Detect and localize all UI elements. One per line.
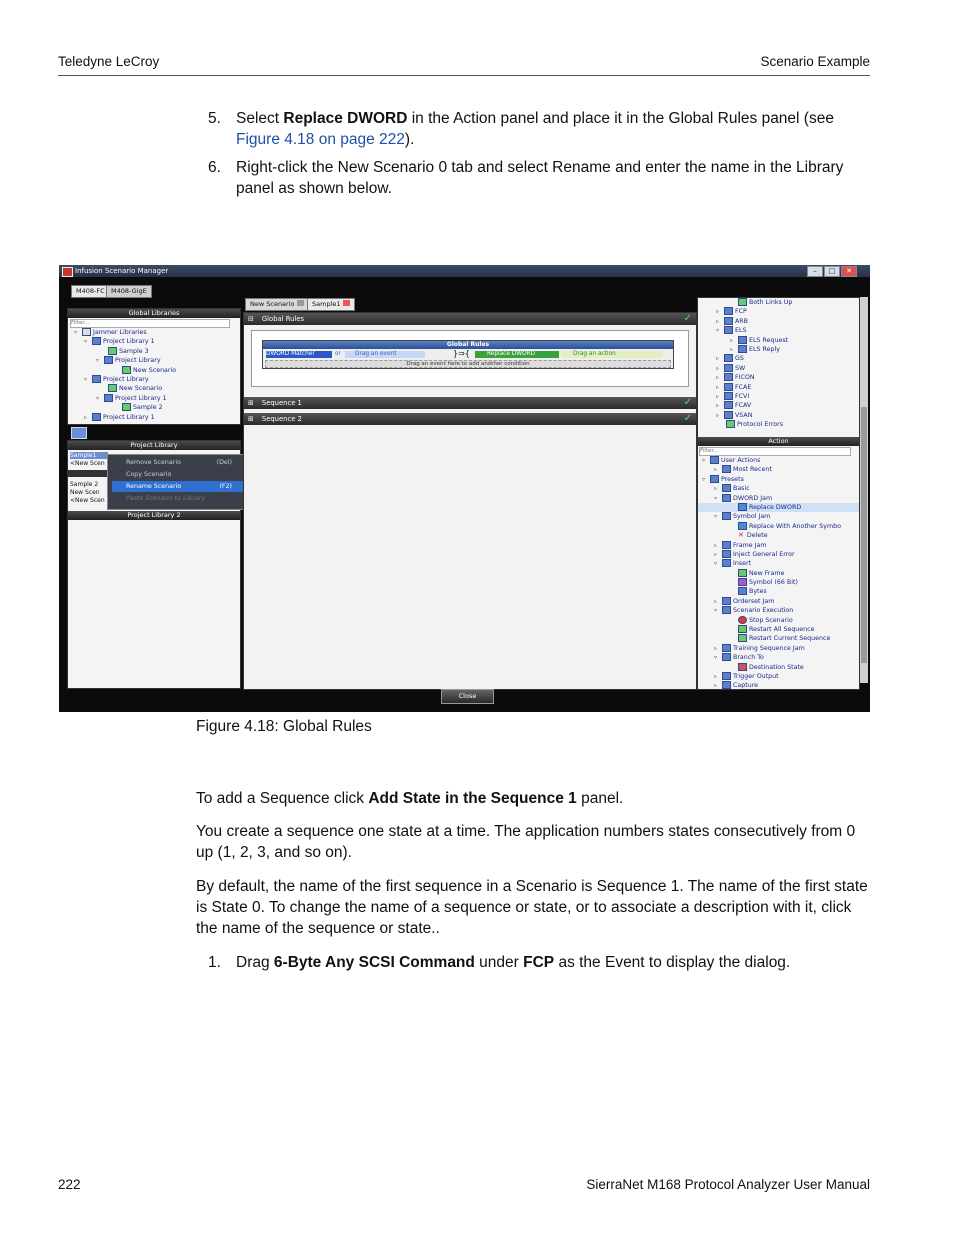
event-icon — [738, 298, 747, 306]
tree-label: Jammer Libraries — [93, 329, 147, 336]
menu-label: Paste Scenario to Library — [126, 495, 205, 502]
tab-new-scenario[interactable] — [245, 298, 309, 311]
delete-icon: ✕ — [738, 531, 744, 540]
folder-icon — [724, 392, 733, 400]
tree-item[interactable] — [698, 663, 859, 672]
rule-row-frame — [262, 340, 674, 369]
running-header-left: Teledyne LeCroy — [58, 54, 160, 69]
check-icon: ✓ — [683, 313, 692, 324]
folder-icon — [724, 326, 733, 334]
footer-title: SierraNet M168 Protocol Analyzer User Manual — [586, 1177, 870, 1192]
tab-label: New Scenario — [250, 300, 295, 308]
folder-icon — [724, 373, 733, 381]
menu-item-copy-scenario[interactable] — [112, 469, 248, 480]
tree-label: FCVI — [735, 392, 750, 400]
window-titlebar — [59, 265, 870, 277]
tree-item[interactable]: ▹ Capture — [714, 682, 759, 690]
tab-sample1[interactable] — [307, 298, 355, 311]
project-item[interactable]: New Scen — [70, 489, 100, 496]
library-toolbar-icon[interactable] — [71, 427, 87, 439]
event-icon — [726, 420, 735, 428]
tree-item[interactable]: ▿ Project Library 1 — [96, 394, 167, 402]
tree-item[interactable] — [698, 625, 859, 634]
para-text: panel. — [576, 790, 624, 807]
tree-item[interactable]: ▹ Training Sequence Jam — [714, 644, 805, 652]
running-header-right: Scenario Example — [760, 54, 870, 69]
drag-event-slot[interactable]: Drag an event — [345, 351, 425, 358]
folder-icon — [722, 512, 731, 520]
step-number: 1. — [208, 954, 221, 971]
folder-icon — [722, 606, 731, 614]
right-panel — [697, 297, 860, 690]
tree-label: ELS Reply — [749, 345, 780, 353]
folder-icon — [724, 411, 733, 419]
scenario-icon — [108, 347, 117, 355]
folder-icon — [710, 456, 719, 464]
tree-item[interactable]: ▹ FICON — [716, 374, 755, 382]
tab-label: Sample1 — [312, 300, 341, 308]
folder-icon — [722, 484, 731, 492]
step-bold: 6-Byte Any SCSI Command — [273, 954, 475, 971]
tree-item[interactable]: ▹ Orderset Jam — [714, 597, 775, 605]
project-item[interactable]: <New Scen — [70, 497, 105, 504]
tree-item[interactable] — [68, 384, 240, 393]
tree-label: Symbol Jam — [733, 513, 771, 521]
action-panel-header: Action — [698, 437, 859, 446]
close-window-icon[interactable]: ✕ — [841, 266, 857, 277]
tree-item[interactable]: ▹ Project Library 1 — [84, 413, 155, 421]
folder-icon — [722, 653, 731, 661]
tree-item[interactable]: ▹ ELS Reply — [730, 345, 780, 353]
folder-icon — [722, 559, 731, 567]
folder-icon — [710, 475, 719, 483]
sequence-2-bar[interactable] — [244, 413, 696, 425]
tree-item[interactable]: ▿ Project Library — [84, 375, 149, 383]
tree-item[interactable]: ▿ Jammer Libraries — [74, 329, 147, 336]
tree-item[interactable]: ▿ ELS — [716, 327, 747, 335]
folder-icon — [722, 644, 731, 652]
folder-icon — [724, 354, 733, 362]
tree-label: Scenario Execution — [733, 607, 794, 615]
tree-item[interactable]: ▹ Basic — [714, 485, 750, 493]
figure-caption: Figure 4.18: Global Rules — [196, 718, 372, 735]
global-rules-bar-label: Global Rules — [261, 315, 305, 323]
check-icon: ✓ — [683, 413, 692, 424]
expand-icon[interactable]: ⊞ — [248, 415, 254, 423]
tree-item[interactable] — [698, 616, 859, 625]
folder-icon — [724, 401, 733, 409]
tab-m408-fc[interactable]: M408-FC — [71, 285, 110, 298]
folder-icon — [92, 375, 101, 383]
step-text — [236, 108, 870, 150]
figure-link[interactable]: Figure 4.18 on page 222 — [236, 131, 405, 148]
tree-label: FICON — [735, 374, 755, 382]
window-title: Infusion Scenario Manager — [75, 267, 169, 275]
tree-item[interactable]: ▿ Project Library — [96, 357, 161, 365]
tab-m408-gige[interactable]: M408-GigE — [106, 285, 152, 298]
tree-item[interactable] — [698, 531, 859, 540]
sequence-label: Sequence 1 — [261, 399, 302, 407]
tree-label: ELS Request — [749, 336, 789, 344]
project-item[interactable]: Sample 2 — [70, 481, 99, 488]
tree-item[interactable]: ▹ FCP — [716, 308, 747, 316]
folder-icon — [92, 337, 101, 345]
restart-icon — [738, 634, 747, 642]
check-icon: ✓ — [683, 397, 692, 408]
tree-label: Orderset Jam — [733, 597, 775, 605]
folder-icon — [722, 550, 731, 558]
folder-icon — [722, 681, 731, 689]
scrollbar-thumb[interactable] — [861, 407, 867, 663]
tree-label: Frame Jam — [733, 541, 767, 549]
tree-label: FCP — [735, 308, 747, 316]
screenshot-infusion-scenario-manager — [59, 265, 870, 712]
expand-icon[interactable]: ⊞ — [248, 399, 254, 407]
action-icon — [738, 578, 747, 586]
context-menu — [107, 454, 253, 510]
restart-icon — [738, 625, 747, 633]
tree-item[interactable]: ▿ DWORD Jam — [714, 494, 773, 502]
folder-icon — [738, 345, 747, 353]
tree-label: Replace With Another Symbo — [749, 522, 841, 530]
tree-label: SW — [735, 364, 746, 372]
tree-item[interactable] — [698, 634, 859, 643]
tree-label: Restart All Sequence — [749, 626, 815, 634]
step-text-part: under — [474, 954, 524, 971]
tree-item[interactable]: ▹ SW — [716, 364, 746, 372]
global-libraries-header: Global Libraries — [68, 309, 240, 318]
header-rule — [58, 75, 870, 76]
step-text — [236, 952, 870, 973]
global-rules-bar[interactable] — [244, 313, 696, 325]
menu-shortcut: (F2) — [219, 483, 232, 490]
tree-label: Branch To — [733, 654, 764, 662]
step-bold: FCP — [523, 954, 555, 971]
tree-item[interactable] — [698, 420, 859, 429]
global-libraries-filter[interactable]: Filter... — [70, 319, 230, 328]
para-bold: Add State in the Sequence 1 — [368, 790, 577, 807]
tree-label: Stop Scenario — [749, 616, 793, 624]
tree-item[interactable]: ▹ FCVI — [716, 392, 750, 400]
events-tree — [698, 298, 859, 429]
tree-label: VSAN — [735, 411, 753, 419]
tab-close-icon[interactable] — [343, 300, 350, 306]
menu-item-paste-scenario[interactable] — [112, 493, 248, 504]
tree-item[interactable]: ▿ Presets — [702, 475, 744, 483]
tree-label: Delete — [746, 532, 768, 540]
tree-label: Project Library 1 — [115, 394, 167, 402]
global-libraries-tree — [68, 328, 240, 422]
tree-item[interactable] — [698, 569, 859, 578]
tree-label: Project Library — [115, 357, 161, 365]
drag-action-slot[interactable]: Drag an action — [561, 351, 663, 358]
center-workspace — [243, 312, 697, 690]
tree-label: Project Library 1 — [103, 338, 155, 346]
folder-icon — [724, 383, 733, 391]
tree-item[interactable] — [698, 522, 859, 531]
tree-label: Bytes — [749, 588, 767, 596]
list-icon — [82, 328, 91, 336]
action-icon — [738, 522, 747, 530]
tree-label: DWORD Jam — [733, 494, 773, 502]
folder-icon — [92, 413, 101, 421]
tree-item[interactable]: ▹ FCAE — [716, 383, 752, 391]
tab-close-icon[interactable] — [297, 300, 304, 306]
tree-label: Restart Current Sequence — [749, 635, 831, 643]
para-text: To add a Sequence click — [196, 790, 369, 807]
project-item[interactable]: <New Scen — [70, 460, 105, 467]
tree-item[interactable] — [68, 347, 240, 356]
tree-item[interactable]: ▹ ELS Request — [730, 336, 789, 344]
paragraph-default-names: By default, the name of the first sequence in a Scenario is Sequence 1. The name of the first state is State 0. To change the name of a sequence or state, or to associate a description with it, click the name of the sequence or state.. — [196, 878, 868, 937]
action-filter[interactable]: Filter... — [699, 447, 851, 456]
action-icon — [738, 503, 747, 511]
tree-label: Trigger Output — [733, 672, 779, 680]
tree-item[interactable] — [68, 403, 240, 412]
tree-item[interactable]: ▹ Trigger Output — [714, 672, 779, 680]
step-number: 5. — [208, 110, 221, 127]
tree-label: New Scenario — [133, 366, 177, 374]
action-replace-dword[interactable]: Replace DWORD — [475, 351, 559, 358]
folder-icon — [724, 307, 733, 315]
tree-item[interactable]: ▿ Symbol Jam — [714, 513, 771, 521]
menu-item-remove-scenario[interactable] — [112, 457, 248, 468]
connector-arrow-icon: }⇒{ — [453, 349, 470, 358]
scenario-icon — [108, 384, 117, 392]
tree-label: Both Links Up — [749, 299, 793, 306]
tree-item[interactable]: ▹ Frame Jam — [714, 541, 767, 549]
step-text-part: Drag — [236, 954, 274, 971]
folder-icon — [722, 672, 731, 680]
tree-label: Inject General Error — [733, 550, 795, 558]
tree-label: Most Recent — [733, 466, 772, 474]
tree-label: Insert — [733, 560, 752, 568]
tree-item[interactable]: ▿ Insert — [714, 560, 752, 568]
step-text-part: in the Action panel and place it in the Global Rules panel (see — [407, 110, 834, 127]
tree-label: New Scenario — [119, 385, 163, 393]
folder-icon — [722, 465, 731, 473]
tree-item[interactable] — [698, 298, 859, 307]
paragraph-add-sequence — [196, 788, 870, 809]
sequence-label: Sequence 2 — [261, 415, 302, 423]
collapse-icon[interactable]: ⊟ — [248, 315, 254, 323]
tree-label: Presets — [721, 475, 744, 483]
tree-label: Symbol (66 Bit) — [749, 579, 798, 587]
project-library-2-header: Project Library 2 — [68, 511, 240, 520]
step-text-part: ). — [404, 131, 415, 148]
tree-item[interactable]: ▹ FCAV — [716, 402, 752, 410]
or-label: or — [335, 351, 341, 357]
step-text-part: as the Event to display the dialog. — [554, 954, 791, 971]
folder-icon — [722, 494, 731, 502]
tree-item-selected[interactable] — [698, 503, 859, 512]
close-button[interactable]: Close — [441, 689, 494, 704]
sequence-1-bar[interactable] — [244, 397, 696, 409]
tree-item[interactable]: ▹ GS — [716, 355, 744, 363]
event-dword-matcher[interactable]: DWORD Matcher — [266, 351, 332, 358]
folder-icon — [722, 541, 731, 549]
scenario-icon — [122, 366, 131, 374]
tree-label: Sample 2 — [133, 404, 163, 412]
tree-label: Basic — [733, 485, 750, 493]
maximize-icon[interactable]: □ — [824, 266, 840, 277]
folder-icon — [724, 364, 733, 372]
tree-label: Training Sequence Jam — [733, 644, 805, 652]
project-library-header: Project Library — [68, 441, 240, 450]
tree-label: Project Library 1 — [103, 413, 155, 421]
tree-item[interactable] — [698, 587, 859, 596]
tree-item[interactable]: ▿ Scenario Execution — [714, 607, 794, 615]
tree-label: Protocol Errors — [737, 421, 784, 429]
right-panel-scrollbar[interactable] — [860, 297, 868, 683]
tree-label: GS — [735, 355, 744, 363]
global-rules-box-title: Global Rules — [263, 341, 673, 349]
tree-item[interactable]: ▿ User Actions — [702, 457, 761, 464]
global-rules-box — [251, 330, 689, 387]
tree-item[interactable] — [698, 578, 859, 587]
folder-icon — [104, 394, 113, 402]
menu-label: Rename Scenario — [126, 483, 182, 490]
folder-icon — [738, 336, 747, 344]
menu-label: Copy Scenario — [126, 471, 172, 478]
folder-icon — [104, 356, 113, 364]
tree-label: User Actions — [721, 457, 761, 464]
global-libraries-panel — [67, 308, 241, 425]
tree-item[interactable]: ▹ Inject General Error — [714, 550, 795, 558]
project-item-selected[interactable]: Sample1 — [70, 452, 108, 459]
tree-label: New Frame — [749, 569, 785, 577]
step-bold: Replace DWORD — [283, 110, 408, 127]
tree-label: Sample 3 — [119, 347, 149, 355]
tree-label: Replace DWORD — [749, 503, 802, 511]
branch-icon — [738, 663, 747, 671]
tree-item[interactable] — [68, 366, 240, 375]
page-number: 222 — [58, 1177, 81, 1192]
step-number: 6. — [208, 159, 221, 176]
add-condition-slot[interactable]: Drag an event here to add another condition — [265, 360, 671, 368]
tree-label: Project Library — [103, 375, 149, 383]
tree-label: Destination State — [749, 663, 804, 671]
tree-label: Capture — [733, 682, 759, 690]
tree-item[interactable]: ▹ ARB — [716, 317, 749, 325]
tree-label: ARB — [735, 317, 749, 325]
tree-label: ELS — [735, 327, 747, 335]
folder-icon — [724, 317, 733, 325]
tree-item[interactable]: ▿ Project Library 1 — [84, 338, 155, 346]
minimize-icon[interactable]: – — [807, 266, 823, 277]
tree-label: FCAV — [735, 402, 752, 410]
menu-label: Remove Scenario — [126, 459, 181, 466]
action-tree — [698, 456, 859, 690]
menu-shortcut: (Del) — [216, 459, 232, 466]
menu-item-rename-scenario[interactable] — [112, 481, 248, 492]
action-icon — [738, 569, 747, 577]
step-text-part: Select — [236, 110, 284, 127]
paragraph-sequence-states: You create a sequence one state at a time. The application numbers states consecutively from 0 up (1, 2, 3, and so on). — [196, 823, 856, 861]
stop-icon — [738, 616, 747, 624]
tree-label: FCAE — [735, 383, 752, 391]
action-icon — [738, 587, 747, 595]
tree-item[interactable]: ▹ VSAN — [716, 411, 753, 419]
tree-item[interactable]: ▹ Most Recent — [714, 466, 772, 474]
tree-item[interactable]: ▿ Branch To — [714, 654, 764, 662]
app-icon — [62, 267, 73, 277]
step-text: Right-click the New Scenario 0 tab and select Rename and enter the name in the Library panel as shown below. — [236, 159, 844, 197]
scenario-icon — [122, 403, 131, 411]
folder-icon — [722, 597, 731, 605]
